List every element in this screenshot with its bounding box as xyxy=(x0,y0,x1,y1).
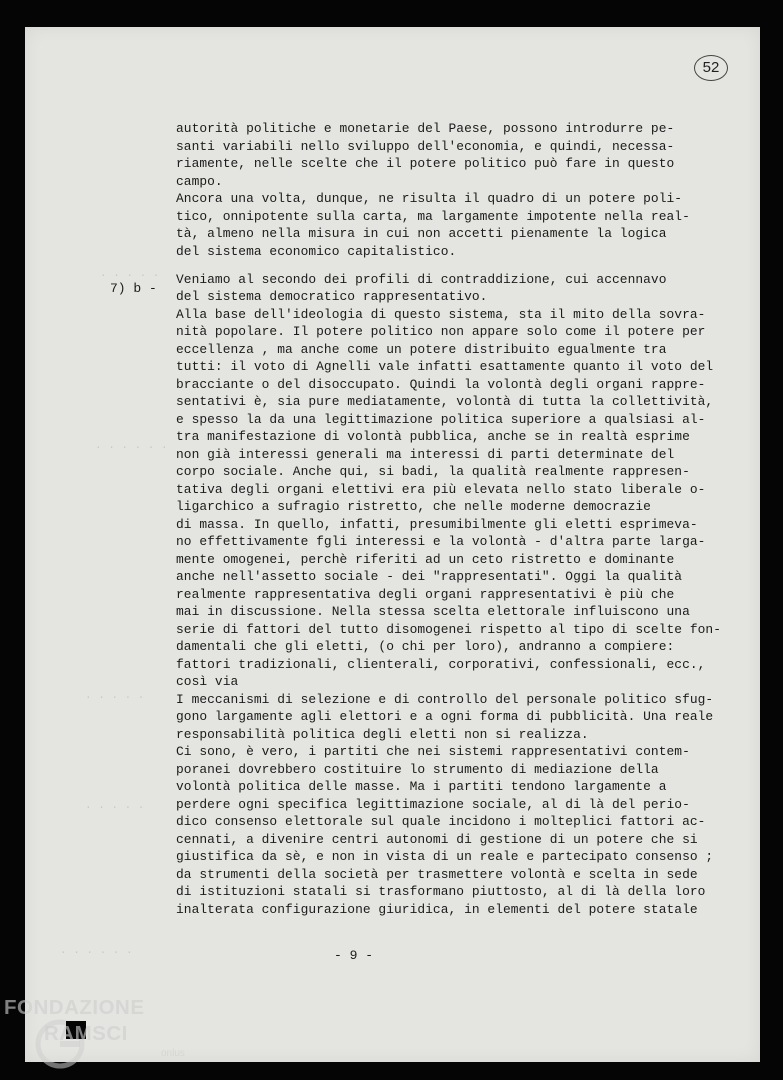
text-line: Veniamo al secondo dei profili di contraddizione, cui accennavo xyxy=(176,271,667,287)
text-line: fattori tradizionali, clienterali, corporativi, confessionali, ecc., xyxy=(176,656,706,672)
text-line: campo. xyxy=(176,173,223,189)
text-line: ligarchico a sufragio ristretto, che nelle moderne democrazie xyxy=(176,499,651,514)
text-line: giustifica da sè, e non in vista di un reale e partecipato consenso ; xyxy=(176,849,714,864)
watermark-line1: FONDAZIONE xyxy=(4,996,145,1019)
text-line: tra manifestazione di volontà pubblica, anche se in realtà esprime xyxy=(176,429,690,444)
text-line: del sistema economico capitalistico. xyxy=(176,243,457,259)
text-line: da strumenti della società per trasmettere volontà e scelta in sede xyxy=(176,866,698,882)
text-line: mai in discussione. Nella stessa scelta elettorale influiscono una xyxy=(176,604,690,619)
text-line: serie di fattori del tutto disomogenei rispetto al tipo di scelte fon- xyxy=(176,621,721,637)
folio: - 9 - xyxy=(334,948,374,963)
page-number-stamp: 52 xyxy=(694,55,728,81)
text-line: santi variabili nello sviluppo dell'economia, e quindi, necessa- xyxy=(176,138,675,154)
text-line: tà, almeno nella misura in cui non accetti pienamente la logica xyxy=(176,226,667,241)
text-line: di istituzioni statali si trasformano piuttosto, al di là della loro xyxy=(176,884,706,899)
text-line: eccellenza , ma anche come un potere distribuito egualmente tra xyxy=(176,341,667,357)
text-line: poranei dovrebbero costituire lo strumento di mediazione della xyxy=(176,761,659,777)
text-line: tativa degli organi elettivi era più elevata nello stato liberale o- xyxy=(176,481,706,497)
text-line: Ancora una volta, dunque, ne risulta il quadro di un potere poli- xyxy=(176,191,683,206)
text-line: bracciante o del disoccupato. Quindi la volontà degli organi rappre- xyxy=(176,376,706,392)
text-line: non già interessi generali ma interessi di parti determinate del xyxy=(176,446,675,462)
text-line: I meccanismi di selezione e di controllo del personale politico sfug- xyxy=(176,691,714,707)
text-line: autorità politiche e monetarie del Paese, possono introdurre pe- xyxy=(176,121,675,136)
text-line: dico consenso elettorale sul quale incidono i molteplici fattori ac- xyxy=(176,814,706,829)
text-line: così via xyxy=(176,674,239,689)
text-line: e spesso la da una legittimazione politica superiore a qualsiasi al- xyxy=(176,411,706,427)
text-line: Ci sono, è vero, i partiti che nei sistemi rappresentativi contem- xyxy=(176,744,690,759)
text-line: cennati, a divenire centri autonomi di gestione di un potere che si xyxy=(176,831,698,847)
text-line: perdere ogni specifica legittimazione sociale, al di là del perio- xyxy=(176,796,690,812)
watermark-logo xyxy=(4,996,204,1076)
text-line: inalterata configurazione giuridica, in elementi del potere statale xyxy=(176,901,698,917)
section-marker: 7) b - xyxy=(110,281,157,296)
text-line: realmente rappresentativa degli organi rappresentativi è più che xyxy=(176,586,675,602)
text-line: riamente, nelle scelte che il potere politico può fare in questo xyxy=(176,156,675,171)
text-line: damentali che gli eletti, (o chi per loro), andranno a compiere: xyxy=(176,639,675,654)
text-line: corpo sociale. Anche qui, si badi, la qualità realmente rappresen- xyxy=(176,464,690,479)
text-line: volontà politica delle masse. Ma i partiti tendono largamente a xyxy=(176,779,667,794)
watermark-line2: RAMSCI xyxy=(44,1022,128,1045)
text-line: di massa. In quello, infatti, presumibilmente gli eletti esprimeva- xyxy=(176,516,698,532)
text-line: no effettivamente fgli interessi e la volontà - d'altra parte larga- xyxy=(176,534,706,549)
text-line: del sistema democratico rappresentativo. xyxy=(176,289,488,304)
text-line: sentativi è, sia pure mediatamente, volontà di tutta la collettività, xyxy=(176,394,714,409)
text-line: anche nell'assetto sociale - dei "rappresentati". Oggi la qualità xyxy=(176,569,683,584)
text-line: nità popolare. Il potere politico non appare solo come il potere per xyxy=(176,324,706,339)
text-line: Alla base dell'ideologia di questo sistema, sta il mito della sovra- xyxy=(176,306,706,322)
text-line: gono largamente agli elettori e a ogni forma di pubblicità. Una reale xyxy=(176,709,714,724)
text-line: tutti: il voto di Agnelli vale infatti esattamente quanto il voto del xyxy=(176,359,714,374)
watermark-suffix: onlus xyxy=(161,1048,185,1059)
text-line: tico, onnipotente sulla carta, ma largamente impotente nella real- xyxy=(176,208,690,224)
text-line: mente omogenei, perchè riferiti ad un ceto ristretto e dominante xyxy=(176,551,675,567)
text-line: responsabilità politica degli eletti non si realizza. xyxy=(176,726,589,742)
